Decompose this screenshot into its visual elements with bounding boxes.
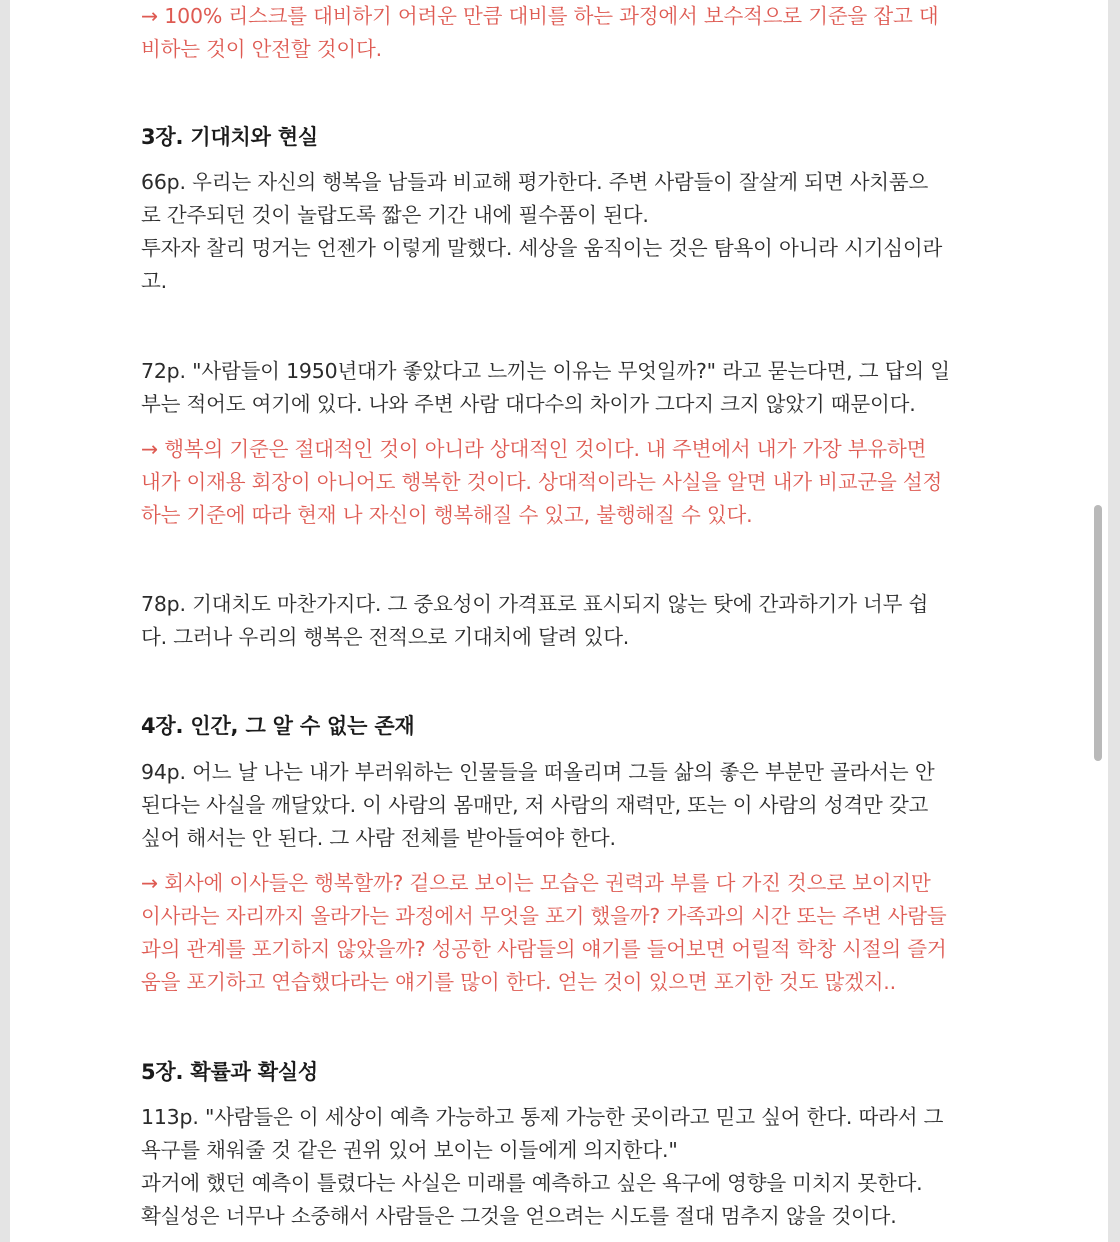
text-line: 된다는 사실을 깨달았다. 이 사람의 몸매만, 저 사람의 재력만, 또는 이 사람의 성격만 갖고: [141, 793, 929, 817]
note-line: 내가 이재용 회장이 아니어도 행복한 것이다. 상대적이라는 사실을 알면 내가 비교군을 설정: [141, 470, 943, 494]
text-line: 66p. 우리는 자신의 행복을 남들과 비교해 평가한다. 주변 사람들이 잘살게 되면 사치품으: [141, 170, 929, 194]
text-line: 113p. "사람들은 이 세상이 예측 가능하고 통제 가능한 곳이라고 믿고 싶어 한다. 따라서 그: [141, 1105, 944, 1129]
quote-66p: [141, 166, 1001, 298]
note-line: 하는 기준에 따라 현재 나 자신이 행복해질 수 있고, 불행해질 수 있다.: [141, 503, 753, 527]
text-line: 확실성은 너무나 소중해서 사람들은 그것을 얻으려는 시도를 절대 멈추지 않을 것이다.: [141, 1204, 897, 1228]
chapter-4-heading: 4장. 인간, 그 알 수 없는 존재: [141, 714, 415, 738]
note-line: → 회사에 이사들은 행복할까? 겉으로 보이는 모습은 권력과 부를 다 가진 것으로 보이지만: [141, 871, 931, 895]
text-line: 다. 그러나 우리의 행복은 전적으로 기대치에 달려 있다.: [141, 625, 630, 649]
text-line: 94p. 어느 날 나는 내가 부러워하는 인물들을 떠올리며 그들 삶의 좋은 부분만 골라서는 안: [141, 760, 935, 784]
note-line: 비하는 것이 안전할 것이다.: [141, 37, 382, 61]
text-line: 투자자 찰리 멍거는 언젠가 이렇게 말했다. 세상을 움직이는 것은 탐욕이 아니라 시기심이라: [141, 236, 943, 260]
note-line: 움을 포기하고 연습했다라는 얘기를 많이 한다. 얻는 것이 있으면 포기한 것도 많겠지..: [141, 970, 896, 994]
chapter-5-heading: 5장. 확률과 확실성: [141, 1060, 319, 1084]
text-line: 72p. "사람들이 1950년대가 좋았다고 느끼는 이유는 무엇일까?" 라고 묻는다면, 그 답의 일: [141, 359, 950, 383]
chapter-3-heading: 3장. 기대치와 현실: [141, 125, 319, 149]
note-risk: [141, 0, 1001, 66]
text-line: 고.: [141, 269, 167, 293]
quote-78p: [141, 588, 1001, 654]
document-page: [10, 0, 1108, 1242]
note-happiness: [141, 433, 1001, 532]
text-line: 싶어 해서는 안 된다. 그 사람 전체를 받아들여야 한다.: [141, 826, 616, 850]
note-line: → 행복의 기준은 절대적인 것이 아니라 상대적인 것이다. 내 주변에서 내가 가장 부유하면: [141, 437, 927, 461]
quote-72p: [141, 355, 1001, 421]
text-line: 욕구를 채워줄 것 같은 권위 있어 보이는 이들에게 의지한다.": [141, 1138, 678, 1162]
note-line: 이사라는 자리까지 올라가는 과정에서 무엇을 포기 했을까? 가족과의 시간 또는 주변 사람들: [141, 904, 947, 928]
note-executives: [141, 867, 1001, 999]
text-line: 78p. 기대치도 마찬가지다. 그 중요성이 가격표로 표시되지 않는 탓에 간과하기가 너무 쉽: [141, 592, 929, 616]
note-line: 과의 관계를 포기하지 않았을까? 성공한 사람들의 얘기를 들어보면 어릴적 학창 시절의 즐거: [141, 937, 947, 961]
quote-94p: [141, 756, 1001, 855]
text-line: 과거에 했던 예측이 틀렸다는 사실은 미래를 예측하고 싶은 욕구에 영향을 미치지 못한다.: [141, 1171, 923, 1195]
vertical-scrollbar[interactable]: [1094, 505, 1102, 761]
text-line: 부는 적어도 여기에 있다. 나와 주변 사람 대다수의 차이가 그다지 크지 않았기 때문이다.: [141, 392, 916, 416]
quote-113p: [141, 1101, 1001, 1233]
text-line: 로 간주되던 것이 놀랍도록 짧은 기간 내에 필수품이 된다.: [141, 203, 649, 227]
note-line: → 100% 리스크를 대비하기 어려운 만큼 대비를 하는 과정에서 보수적으로 기준을 잡고 대: [141, 4, 939, 28]
